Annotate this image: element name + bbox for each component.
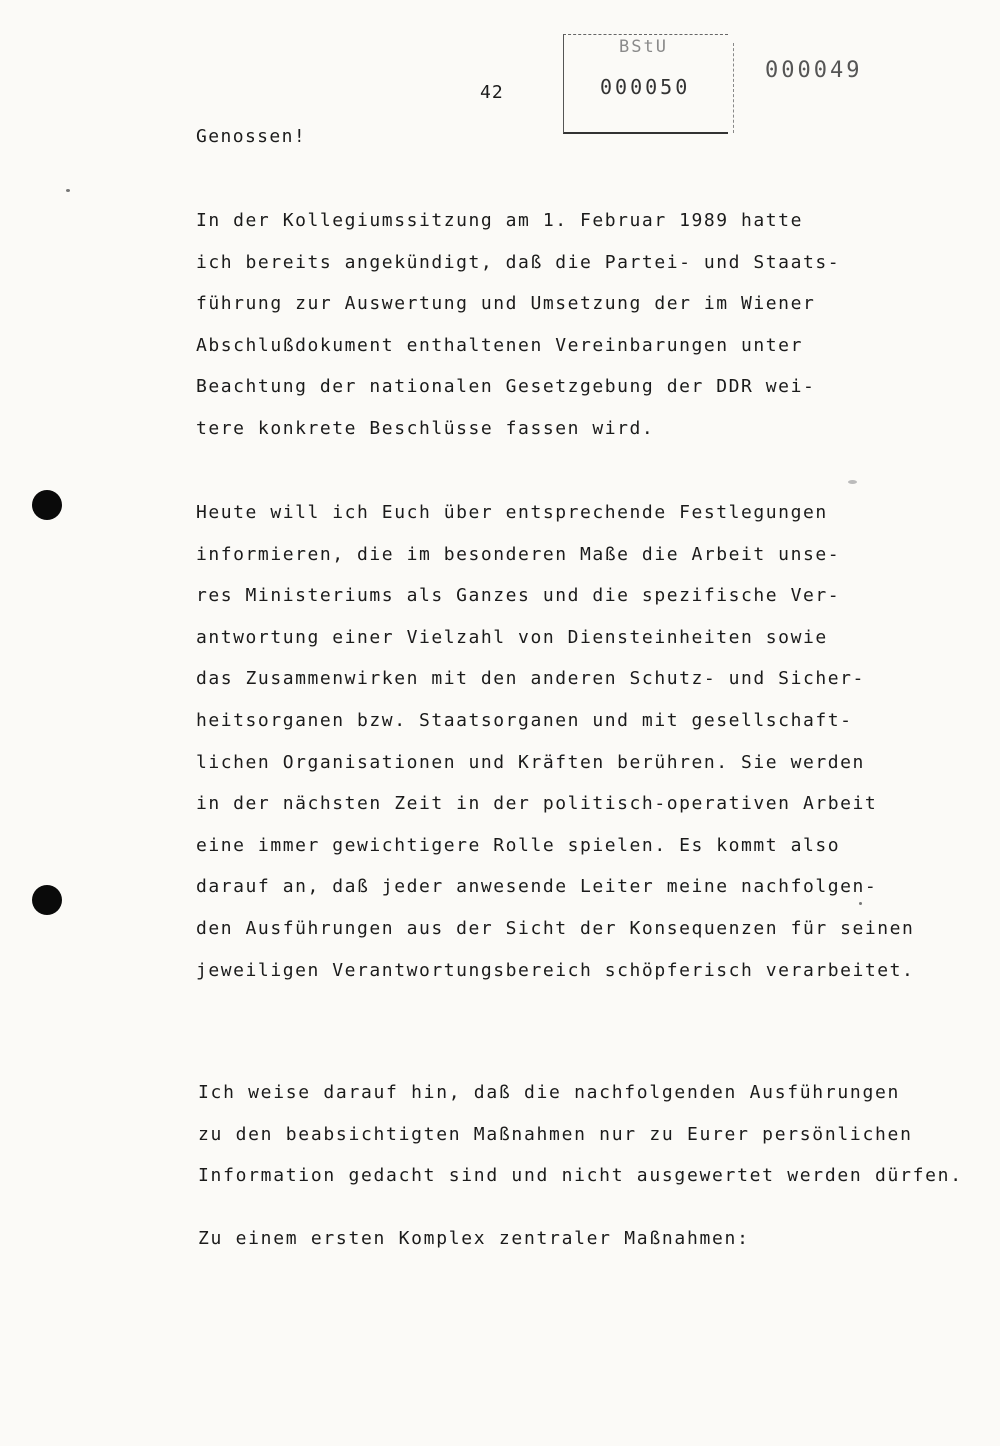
salutation: Genossen! xyxy=(196,126,307,147)
stamp-number: 000050 xyxy=(600,75,691,99)
punch-hole-icon xyxy=(32,490,62,520)
text-line: In der Kollegiumssitzung am 1. Februar 1989 hatte xyxy=(196,210,803,231)
text-line: den Ausführungen aus der Sicht der Konsequenzen für seinen xyxy=(196,917,915,939)
archive-page-number: 000049 xyxy=(765,58,863,83)
paragraph-festlegungen xyxy=(196,492,914,991)
text-line: Abschlußdokument enthaltenen Vereinbarungen unter xyxy=(196,334,803,356)
page-number: 42 xyxy=(480,82,504,103)
text-line: Beachtung der nationalen Gesetzgebung der DDR wei- xyxy=(196,376,816,398)
text-line: zu den beabsichtigten Maßnahmen nur zu Eurer persönlichen xyxy=(198,1123,913,1145)
text-line: antwortung einer Vielzahl von Diensteinheiten sowie xyxy=(196,626,828,648)
paper-speck xyxy=(859,902,862,905)
stamp-edge xyxy=(732,43,734,133)
text-line: darauf an, daß jeder anwesende Leiter meine nachfolgen- xyxy=(196,876,878,898)
stamp-label: BStU xyxy=(619,37,668,57)
text-line: tere konkrete Beschlüsse fassen wird. xyxy=(196,417,655,439)
text-line: Heute will ich Euch über entsprechende Festlegungen xyxy=(196,502,828,523)
text-line: res Ministeriums als Ganzes und die spezifische Ver- xyxy=(196,585,841,607)
paragraph-erster-komplex xyxy=(198,1218,750,1260)
punch-hole-icon xyxy=(32,885,62,915)
text-line: eine immer gewichtigere Rolle spielen. Es kommt also xyxy=(196,834,841,856)
paper-speck xyxy=(66,189,70,192)
paragraph-hinweis xyxy=(198,1072,963,1197)
text-line: Ich weise darauf hin, daß die nachfolgenden Ausführungen xyxy=(198,1082,901,1103)
text-line: ich bereits angekündigt, daß die Partei- und Staats- xyxy=(196,251,841,273)
text-line: führung zur Auswertung und Umsetzung der im Wiener xyxy=(196,293,816,315)
paper-speck xyxy=(848,480,857,484)
text-line: Zu einem ersten Komplex zentraler Maßnahmen: xyxy=(198,1228,750,1249)
text-line: lichen Organisationen und Kräften berühren. Sie werden xyxy=(196,751,865,773)
text-line: Information gedacht sind und nicht ausgewertet werden dürfen. xyxy=(198,1165,963,1187)
text-line: jeweiligen Verantwortungsbereich schöpferisch verarbeitet. xyxy=(196,959,915,981)
paragraph-kollegiumssitzung xyxy=(196,200,840,450)
archive-stamp xyxy=(563,34,728,134)
text-line: das Zusammenwirken mit den anderen Schutz- und Sicher- xyxy=(196,668,865,690)
text-line: informieren, die im besonderen Maße die Arbeit unse- xyxy=(196,543,841,565)
text-line: heitsorganen bzw. Staatsorganen und mit gesellschaft- xyxy=(196,709,853,731)
text-line: in der nächsten Zeit in der politisch-operativen Arbeit xyxy=(196,793,878,815)
